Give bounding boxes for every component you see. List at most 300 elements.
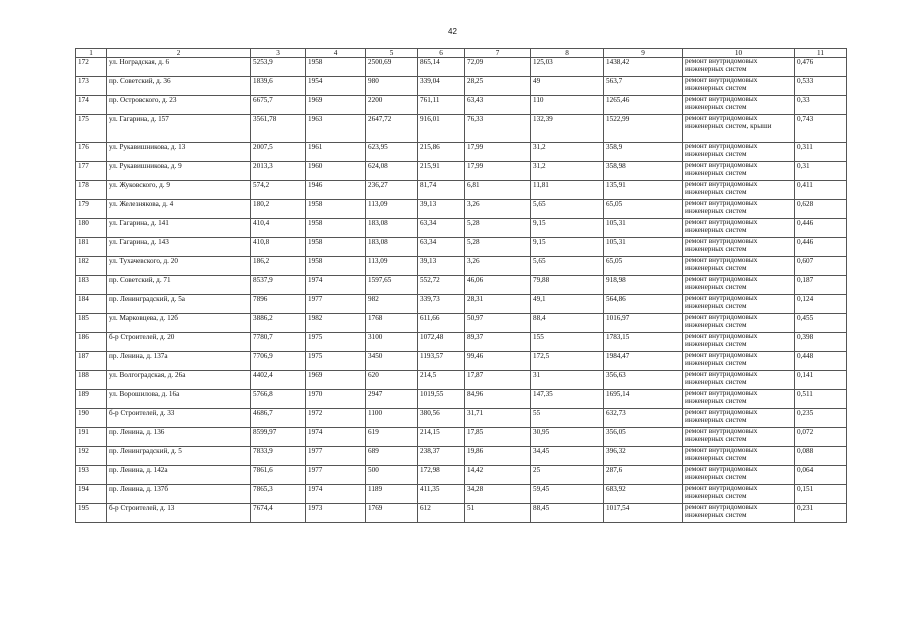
cell-col5: 500 — [366, 466, 418, 485]
cell-col5: 980 — [366, 77, 418, 96]
row-index: 184 — [76, 295, 107, 314]
work-type: ремонт внутридомовых инженерных систем — [683, 333, 795, 352]
table-row — [76, 181, 847, 200]
cell-col8: 88,4 — [531, 314, 604, 333]
table-row — [76, 428, 847, 447]
cell-col7: 46,06 — [465, 276, 531, 295]
column-header: 1 — [76, 49, 107, 58]
cell-col3: 7896 — [251, 295, 306, 314]
cell-col4: 1973 — [306, 504, 366, 523]
cell-col4: 1958 — [306, 257, 366, 276]
cell-col3: 3561,78 — [251, 115, 306, 143]
cell-col7: 50,97 — [465, 314, 531, 333]
cell-col3: 7833,9 — [251, 447, 306, 466]
address: б-р Строителей, д. 13 — [107, 504, 251, 523]
cell-col5: 1597,65 — [366, 276, 418, 295]
cell-col8: 79,88 — [531, 276, 604, 295]
work-type: ремонт внутридомовых инженерных систем — [683, 485, 795, 504]
work-type: ремонт внутридомовых инженерных систем — [683, 257, 795, 276]
cell-col8: 31,2 — [531, 162, 604, 181]
address: пр. Островского, д. 23 — [107, 96, 251, 115]
cell-col8: 55 — [531, 409, 604, 428]
cell-col4: 1982 — [306, 314, 366, 333]
work-type: ремонт внутридомовых инженерных систем — [683, 504, 795, 523]
cell-col9: 358,98 — [604, 162, 683, 181]
cell-col7: 28,31 — [465, 295, 531, 314]
address: пр. Советский, д. 36 — [107, 77, 251, 96]
cell-col11: 0,187 — [795, 276, 847, 295]
cell-col3: 7674,4 — [251, 504, 306, 523]
cell-col6: 238,37 — [418, 447, 465, 466]
row-index: 178 — [76, 181, 107, 200]
table-row — [76, 219, 847, 238]
cell-col4: 1958 — [306, 238, 366, 257]
cell-col5: 3100 — [366, 333, 418, 352]
cell-col3: 8537,9 — [251, 276, 306, 295]
cell-col5: 2947 — [366, 390, 418, 409]
cell-col6: 411,35 — [418, 485, 465, 504]
cell-col9: 1984,47 — [604, 352, 683, 371]
cell-col3: 2013,3 — [251, 162, 306, 181]
table-row — [76, 447, 847, 466]
work-type: ремонт внутридомовых инженерных систем — [683, 276, 795, 295]
cell-col6: 39,13 — [418, 257, 465, 276]
work-type: ремонт внутридомовых инженерных систем — [683, 219, 795, 238]
cell-col4: 1970 — [306, 390, 366, 409]
row-index: 187 — [76, 352, 107, 371]
table-row — [76, 200, 847, 219]
cell-col7: 6,81 — [465, 181, 531, 200]
address: пр. Ленинградский, д. 5 — [107, 447, 251, 466]
page-number: 42 — [448, 27, 457, 36]
cell-col9: 564,86 — [604, 295, 683, 314]
cell-col7: 17,87 — [465, 371, 531, 390]
work-type: ремонт внутридомовых инженерных систем — [683, 200, 795, 219]
cell-col3: 7706,9 — [251, 352, 306, 371]
work-type: ремонт внутридомовых инженерных систем — [683, 428, 795, 447]
cell-col5: 113,09 — [366, 200, 418, 219]
row-index: 179 — [76, 200, 107, 219]
repair-register-table — [75, 48, 847, 523]
work-type: ремонт внутридомовых инженерных систем — [683, 409, 795, 428]
address: ул. Рукавишникова, д. 9 — [107, 162, 251, 181]
cell-col6: 611,66 — [418, 314, 465, 333]
cell-col7: 17,99 — [465, 143, 531, 162]
cell-col5: 3450 — [366, 352, 418, 371]
column-header: 6 — [418, 49, 465, 58]
table-row — [76, 409, 847, 428]
cell-col11: 0,31 — [795, 162, 847, 181]
cell-col11: 0,311 — [795, 143, 847, 162]
cell-col5: 2647,72 — [366, 115, 418, 143]
cell-col3: 3886,2 — [251, 314, 306, 333]
cell-col9: 358,9 — [604, 143, 683, 162]
table-row — [76, 238, 847, 257]
table-row — [76, 371, 847, 390]
cell-col3: 186,2 — [251, 257, 306, 276]
cell-col11: 0,088 — [795, 447, 847, 466]
cell-col6: 1072,48 — [418, 333, 465, 352]
row-index: 188 — [76, 371, 107, 390]
cell-col4: 1960 — [306, 162, 366, 181]
cell-col8: 9,15 — [531, 219, 604, 238]
cell-col7: 19,86 — [465, 447, 531, 466]
cell-col8: 11,81 — [531, 181, 604, 200]
cell-col3: 7865,3 — [251, 485, 306, 504]
table-row — [76, 143, 847, 162]
table-row — [76, 77, 847, 96]
cell-col9: 1017,54 — [604, 504, 683, 523]
cell-col4: 1975 — [306, 352, 366, 371]
work-type: ремонт внутридомовых инженерных систем — [683, 77, 795, 96]
cell-col9: 396,32 — [604, 447, 683, 466]
address: пр. Советский, д. 71 — [107, 276, 251, 295]
cell-col6: 865,14 — [418, 58, 465, 77]
column-header: 3 — [251, 49, 306, 58]
cell-col11: 0,455 — [795, 314, 847, 333]
work-type: ремонт внутридомовых инженерных систем — [683, 162, 795, 181]
address: пр. Ленина, д. 136 — [107, 428, 251, 447]
cell-col5: 183,08 — [366, 238, 418, 257]
cell-col5: 624,08 — [366, 162, 418, 181]
cell-col11: 0,235 — [795, 409, 847, 428]
column-header: 8 — [531, 49, 604, 58]
cell-col3: 410,8 — [251, 238, 306, 257]
row-index: 182 — [76, 257, 107, 276]
cell-col3: 574,2 — [251, 181, 306, 200]
cell-col5: 2200 — [366, 96, 418, 115]
cell-col7: 34,28 — [465, 485, 531, 504]
cell-col4: 1977 — [306, 447, 366, 466]
cell-col11: 0,33 — [795, 96, 847, 115]
cell-col6: 339,04 — [418, 77, 465, 96]
cell-col5: 623,95 — [366, 143, 418, 162]
table-row — [76, 504, 847, 523]
cell-col11: 0,231 — [795, 504, 847, 523]
cell-col3: 180,2 — [251, 200, 306, 219]
table-row — [76, 257, 847, 276]
address: ул. Ворошилова, д. 16а — [107, 390, 251, 409]
address: ул. Гагарина, д. 143 — [107, 238, 251, 257]
row-index: 173 — [76, 77, 107, 96]
cell-col8: 9,15 — [531, 238, 604, 257]
address: б-р Строителей, д. 20 — [107, 333, 251, 352]
cell-col8: 30,95 — [531, 428, 604, 447]
table-row — [76, 58, 847, 77]
row-index: 176 — [76, 143, 107, 162]
address: ул. Волгоградская, д. 26а — [107, 371, 251, 390]
cell-col4: 1958 — [306, 200, 366, 219]
work-type: ремонт внутридомовых инженерных систем — [683, 390, 795, 409]
cell-col11: 0,064 — [795, 466, 847, 485]
cell-col3: 2007,5 — [251, 143, 306, 162]
cell-col7: 99,46 — [465, 352, 531, 371]
cell-col11: 0,448 — [795, 352, 847, 371]
work-type: ремонт внутридомовых инженерных систем — [683, 181, 795, 200]
cell-col4: 1974 — [306, 428, 366, 447]
cell-col3: 1839,6 — [251, 77, 306, 96]
cell-col8: 172,5 — [531, 352, 604, 371]
cell-col4: 1969 — [306, 96, 366, 115]
cell-col6: 214,5 — [418, 371, 465, 390]
cell-col7: 14,42 — [465, 466, 531, 485]
column-header: 10 — [683, 49, 795, 58]
cell-col6: 214,15 — [418, 428, 465, 447]
cell-col6: 81,74 — [418, 181, 465, 200]
cell-col9: 65,05 — [604, 200, 683, 219]
cell-col9: 135,91 — [604, 181, 683, 200]
cell-col4: 1977 — [306, 466, 366, 485]
cell-col5: 2500,69 — [366, 58, 418, 77]
cell-col8: 5,65 — [531, 200, 604, 219]
work-type: ремонт внутридомовых инженерных систем — [683, 314, 795, 333]
row-index: 194 — [76, 485, 107, 504]
cell-col6: 761,11 — [418, 96, 465, 115]
cell-col6: 552,72 — [418, 276, 465, 295]
cell-col8: 25 — [531, 466, 604, 485]
work-type: ремонт внутридомовых инженерных систем — [683, 447, 795, 466]
cell-col9: 1695,14 — [604, 390, 683, 409]
table-row — [76, 295, 847, 314]
cell-col6: 339,73 — [418, 295, 465, 314]
address: пр. Ленинградский, д. 5а — [107, 295, 251, 314]
cell-col11: 0,411 — [795, 181, 847, 200]
cell-col7: 3,26 — [465, 257, 531, 276]
cell-col3: 4686,7 — [251, 409, 306, 428]
cell-col9: 105,31 — [604, 219, 683, 238]
table-row — [76, 115, 847, 143]
cell-col5: 1100 — [366, 409, 418, 428]
cell-col5: 183,08 — [366, 219, 418, 238]
row-index: 185 — [76, 314, 107, 333]
table-row — [76, 466, 847, 485]
cell-col11: 0,446 — [795, 219, 847, 238]
work-type: ремонт внутридомовых инженерных систем — [683, 371, 795, 390]
row-index: 191 — [76, 428, 107, 447]
cell-col4: 1974 — [306, 485, 366, 504]
cell-col9: 683,92 — [604, 485, 683, 504]
column-header: 7 — [465, 49, 531, 58]
cell-col11: 0,398 — [795, 333, 847, 352]
cell-col8: 147,35 — [531, 390, 604, 409]
cell-col6: 1193,57 — [418, 352, 465, 371]
address: пр. Ленина, д. 137а — [107, 352, 251, 371]
cell-col11: 0,446 — [795, 238, 847, 257]
column-number-row — [76, 49, 847, 58]
row-index: 172 — [76, 58, 107, 77]
cell-col9: 356,63 — [604, 371, 683, 390]
cell-col5: 236,27 — [366, 181, 418, 200]
cell-col11: 0,151 — [795, 485, 847, 504]
work-type: ремонт внутридомовых инженерных систем — [683, 143, 795, 162]
cell-col4: 1969 — [306, 371, 366, 390]
cell-col7: 76,33 — [465, 115, 531, 143]
cell-col3: 5253,9 — [251, 58, 306, 77]
row-index: 183 — [76, 276, 107, 295]
cell-col8: 155 — [531, 333, 604, 352]
cell-col9: 1265,46 — [604, 96, 683, 115]
cell-col7: 84,96 — [465, 390, 531, 409]
row-index: 193 — [76, 466, 107, 485]
row-index: 177 — [76, 162, 107, 181]
cell-col4: 1974 — [306, 276, 366, 295]
address: ул. Ноградская, д. 6 — [107, 58, 251, 77]
cell-col7: 5,28 — [465, 219, 531, 238]
cell-col9: 563,7 — [604, 77, 683, 96]
row-index: 195 — [76, 504, 107, 523]
table-row — [76, 162, 847, 181]
table-body — [76, 49, 847, 523]
cell-col4: 1954 — [306, 77, 366, 96]
cell-col5: 1768 — [366, 314, 418, 333]
cell-col7: 89,37 — [465, 333, 531, 352]
address: ул. Марковцева, д. 12б — [107, 314, 251, 333]
address: ул. Железнякова, д. 4 — [107, 200, 251, 219]
work-type: ремонт внутридомовых инженерных систем — [683, 352, 795, 371]
address: пр. Ленина, д. 137б — [107, 485, 251, 504]
cell-col8: 88,45 — [531, 504, 604, 523]
table-row — [76, 333, 847, 352]
cell-col9: 105,31 — [604, 238, 683, 257]
cell-col5: 1189 — [366, 485, 418, 504]
cell-col8: 110 — [531, 96, 604, 115]
cell-col7: 3,26 — [465, 200, 531, 219]
cell-col8: 49 — [531, 77, 604, 96]
work-type: ремонт внутридомовых инженерных систем — [683, 238, 795, 257]
address: пр. Ленина, д. 142а — [107, 466, 251, 485]
cell-col9: 632,73 — [604, 409, 683, 428]
cell-col7: 28,25 — [465, 77, 531, 96]
cell-col7: 5,28 — [465, 238, 531, 257]
cell-col3: 7861,6 — [251, 466, 306, 485]
cell-col4: 1958 — [306, 58, 366, 77]
cell-col7: 51 — [465, 504, 531, 523]
row-index: 192 — [76, 447, 107, 466]
cell-col4: 1958 — [306, 219, 366, 238]
cell-col8: 34,45 — [531, 447, 604, 466]
cell-col7: 17,99 — [465, 162, 531, 181]
cell-col3: 8599,97 — [251, 428, 306, 447]
cell-col6: 63,34 — [418, 238, 465, 257]
cell-col8: 31 — [531, 371, 604, 390]
cell-col8: 125,03 — [531, 58, 604, 77]
cell-col6: 215,86 — [418, 143, 465, 162]
address: ул. Тухачевского, д. 20 — [107, 257, 251, 276]
cell-col9: 287,6 — [604, 466, 683, 485]
cell-col8: 59,45 — [531, 485, 604, 504]
table-row — [76, 96, 847, 115]
cell-col9: 65,05 — [604, 257, 683, 276]
cell-col3: 5766,8 — [251, 390, 306, 409]
cell-col4: 1961 — [306, 143, 366, 162]
address: ул. Жуковского, д. 9 — [107, 181, 251, 200]
row-index: 186 — [76, 333, 107, 352]
cell-col11: 0,743 — [795, 115, 847, 143]
column-header: 9 — [604, 49, 683, 58]
cell-col8: 31,2 — [531, 143, 604, 162]
cell-col3: 6675,7 — [251, 96, 306, 115]
cell-col7: 63,43 — [465, 96, 531, 115]
row-index: 180 — [76, 219, 107, 238]
cell-col9: 1522,99 — [604, 115, 683, 143]
cell-col3: 410,4 — [251, 219, 306, 238]
cell-col3: 4402,4 — [251, 371, 306, 390]
cell-col11: 0,124 — [795, 295, 847, 314]
row-index: 189 — [76, 390, 107, 409]
cell-col5: 113,09 — [366, 257, 418, 276]
cell-col6: 1019,55 — [418, 390, 465, 409]
cell-col8: 49,1 — [531, 295, 604, 314]
row-index: 181 — [76, 238, 107, 257]
table-row — [76, 314, 847, 333]
cell-col4: 1975 — [306, 333, 366, 352]
column-header: 4 — [306, 49, 366, 58]
column-header: 11 — [795, 49, 847, 58]
cell-col5: 689 — [366, 447, 418, 466]
address: ул. Гагарина, д. 141 — [107, 219, 251, 238]
cell-col11: 0,533 — [795, 77, 847, 96]
cell-col6: 916,01 — [418, 115, 465, 143]
table-row — [76, 485, 847, 504]
work-type: ремонт внутридомовых инженерных систем — [683, 58, 795, 77]
cell-col4: 1946 — [306, 181, 366, 200]
row-index: 175 — [76, 115, 107, 143]
cell-col6: 215,91 — [418, 162, 465, 181]
cell-col11: 0,476 — [795, 58, 847, 77]
cell-col8: 132,39 — [531, 115, 604, 143]
cell-col5: 620 — [366, 371, 418, 390]
work-type: ремонт внутридомовых инженерных систем — [683, 466, 795, 485]
cell-col4: 1963 — [306, 115, 366, 143]
work-type: ремонт внутридомовых инженерных систем, крыши — [683, 115, 795, 143]
cell-col6: 63,34 — [418, 219, 465, 238]
cell-col7: 72,09 — [465, 58, 531, 77]
cell-col5: 982 — [366, 295, 418, 314]
table-row — [76, 352, 847, 371]
cell-col11: 0,607 — [795, 257, 847, 276]
cell-col9: 356,05 — [604, 428, 683, 447]
cell-col7: 31,71 — [465, 409, 531, 428]
cell-col4: 1972 — [306, 409, 366, 428]
cell-col8: 5,65 — [531, 257, 604, 276]
work-type: ремонт внутридомовых инженерных систем — [683, 295, 795, 314]
cell-col5: 619 — [366, 428, 418, 447]
address: ул. Рукавишникова, д. 13 — [107, 143, 251, 162]
cell-col9: 1016,97 — [604, 314, 683, 333]
cell-col6: 612 — [418, 504, 465, 523]
row-index: 190 — [76, 409, 107, 428]
work-type: ремонт внутридомовых инженерных систем — [683, 96, 795, 115]
cell-col3: 7780,7 — [251, 333, 306, 352]
row-index: 174 — [76, 96, 107, 115]
address: б-р Строителей, д. 33 — [107, 409, 251, 428]
cell-col11: 0,511 — [795, 390, 847, 409]
cell-col7: 17,85 — [465, 428, 531, 447]
column-header: 5 — [366, 49, 418, 58]
cell-col6: 380,56 — [418, 409, 465, 428]
column-header: 2 — [107, 49, 251, 58]
cell-col6: 39,13 — [418, 200, 465, 219]
cell-col5: 1769 — [366, 504, 418, 523]
cell-col6: 172,98 — [418, 466, 465, 485]
table-row — [76, 390, 847, 409]
cell-col9: 1783,15 — [604, 333, 683, 352]
cell-col9: 1438,42 — [604, 58, 683, 77]
cell-col4: 1977 — [306, 295, 366, 314]
cell-col9: 918,98 — [604, 276, 683, 295]
cell-col11: 0,141 — [795, 371, 847, 390]
address: ул. Гагарина, д. 157 — [107, 115, 251, 143]
